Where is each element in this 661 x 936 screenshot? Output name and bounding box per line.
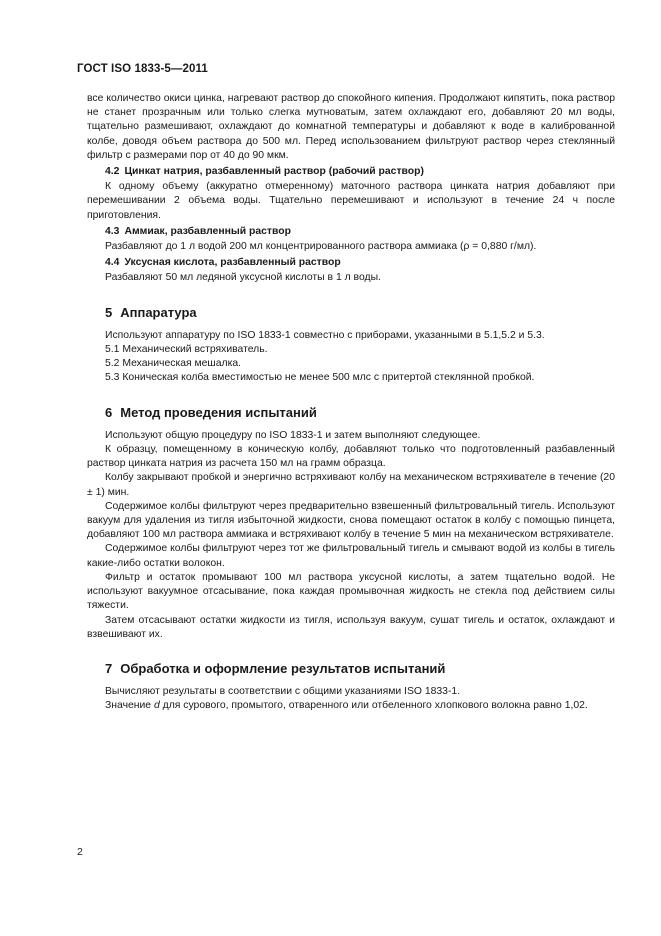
section-7-paragraph: Вычисляют результаты в соответствии с общими указаниями ISO 1833-1. <box>105 686 461 698</box>
section-7-heading <box>87 662 615 676</box>
section-7-paragraph <box>87 699 615 713</box>
section-title: Обработка и оформление результатов испытаний <box>120 660 446 676</box>
text-fragment: Значение <box>105 700 154 712</box>
subsection-title: Уксусная кислота, разбавленный раствор <box>124 257 341 269</box>
subsection-number: 4.4 <box>105 257 120 269</box>
section-6-heading <box>87 406 615 420</box>
subsection-4-3-text: Разбавляют до 1 л водой 200 мл концентрированного раствора аммиака (ρ = 0,880 г/мл). <box>105 241 537 253</box>
subsection-number: 4.3 <box>105 225 120 237</box>
section-5-heading <box>87 306 615 320</box>
section-5-item: 5.2 Механическая мешалка. <box>105 358 242 370</box>
section-title: Аппаратура <box>120 304 197 320</box>
section-title: Метод проведения испытаний <box>120 404 317 420</box>
subsection-number: 4.2 <box>105 166 120 178</box>
section-6-paragraph: Фильтр и остаток промывают 100 мл раствора уксусной кислоты, а затем тщательно водой. Не используют вакуумное отсасывание, пока каждая промывочная жидкость не стекла под действием силы тяжести. <box>87 571 615 612</box>
section-5-item: 5.3 Коническая колба вместимостью не менее 500 млс с притертой стеклянной пробкой. <box>105 372 535 384</box>
section-6-paragraph: Содержимое колбы фильтруют через тот же фильтровальный тигель и смывают водой из колбы в тигель какие-либо остатки волокон. <box>87 543 615 569</box>
section-number: 5 <box>105 304 113 320</box>
document-body <box>87 92 615 714</box>
section-6-paragraph: Используют общую процедуру по ISO 1833-1 и затем выполняют следующее. <box>105 429 481 441</box>
section-5-item: 5.1 Механический встряхиватель. <box>105 344 268 356</box>
subsection-4-4-heading <box>87 256 615 270</box>
intro-paragraph: все количество окиси цинка, нагревают раствор до спокойного кипения. Продолжают кипятить, пока раствор не станет прозрачным или только слегка мутноватым, затем охлаждают его, добавляют 20 мл воды, тщательно размешивают, охлаждают до комнатной температуры и добавляют к воде в калиброванной колбе, доводя объем раствора до 500 мл. Перед использованием фильтруют раствор через стеклянный фильтр с размерами пор от 40 до 90 мкм. <box>87 93 615 161</box>
subsection-4-2-heading <box>87 165 615 179</box>
subsection-title: Аммиак, разбавленный раствор <box>124 225 291 237</box>
section-number: 7 <box>105 660 113 676</box>
variable-d: d <box>153 700 160 712</box>
section-5-paragraph: Используют аппаратуру по ISO 1833-1 совместно с приборами, указанными в 5.1,5.2 и 5.3. <box>105 329 545 341</box>
section-6-paragraph: Содержимое колбы фильтруют через предварительно взвешенный фильтровальный тигель. Используют вакуум для удаления из тигля избыточной жидкости, снова помещают остаток в колбу с помощью пинцета, добавляют 100 мл раствора аммиака и встряхивают колбу в течение 5 мин на механическом встряхивателе. <box>87 500 615 541</box>
section-6-paragraph: Затем отсасывают остатки жидкости из тигля, используя вакуум, сушат тигель и остаток, охлаждают и взвешивают их. <box>87 614 615 640</box>
subsection-4-2-text: К одному объему (аккуратно отмеренному) маточного раствора цинката натрия добавляют при перемешивании 2 объема воды. Тщательно перемешивают и используют в течение 24 ч после приготовления. <box>87 181 615 221</box>
subsection-4-4-text: Разбавляют 50 мл ледяной уксусной кислоты в 1 л воды. <box>105 272 381 284</box>
section-6-paragraph: К образцу, помещенному в коническую колбу, добавляют только что подготовленный разбавленный раствор цинката натрия из расчета 150 мл на грамм образца. <box>87 444 615 470</box>
section-6-paragraph: Колбу закрывают пробкой и энергично встряхивают колбу на механическом встряхивателе в течение (20 ± 1) мин. <box>87 472 615 498</box>
subsection-title: Цинкат натрия, разбавленный раствор (рабочий раствор) <box>124 166 424 178</box>
standard-header: ГОСТ ISO 1833-5—2011 <box>77 63 208 75</box>
page-number: 2 <box>77 846 83 858</box>
section-number: 6 <box>105 404 113 420</box>
subsection-4-3-heading <box>87 225 615 239</box>
text-fragment: для сурового, промытого, отваренного или отбеленного хлопкового волокна равно 1,02. <box>159 700 588 712</box>
